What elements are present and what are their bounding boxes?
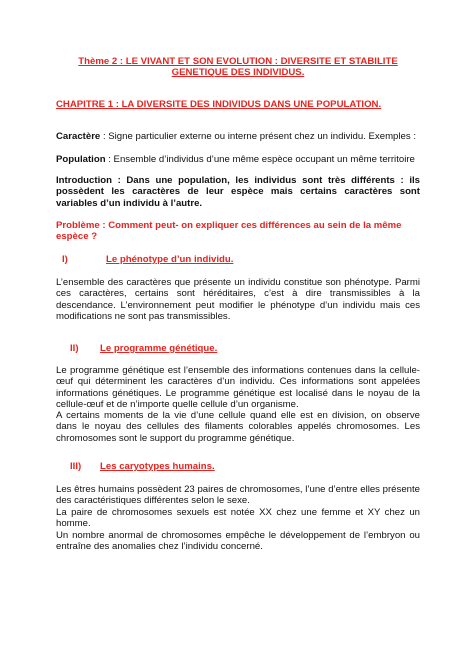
section-1-heading (62, 254, 382, 266)
section-3-number: III) (70, 461, 82, 472)
section-1-paragraph: L’ensemble des caractères que présente un individu constitue son phénotype. Parmi ces caractères, certains sont héréditaires, c’est à dire transmissibles à la descendance. L’environnement peut modifier le phénotype d’un individu mais ces modifications ne sont pas transmissibles. (56, 277, 420, 322)
section-2-paragraph-2: A certains moments de la vie d’une cellule quand elle est en division, on observe dans le noyau des cellules des filaments colorables appelés chromosomes. Les chromosomes sont le support du programme génétique. (56, 410, 420, 444)
section-3-paragraph-2: La paire de chromosomes sexuels est notée XX chez une femme et XY chez un homme. (56, 507, 420, 530)
population-definition: : Ensemble d’individus d’une même espèce occupant un même territoire (105, 154, 415, 165)
caractere-definition: : Signe particulier externe ou interne présent chez un individu. Exemples : (100, 131, 416, 142)
section-1-title: Le phénotype d’un individu. (106, 254, 234, 265)
section-1-number: I) (62, 254, 68, 265)
section-3-title: Les caryotypes humains. (100, 461, 215, 472)
caractere-term: Caractère (56, 131, 101, 142)
section-2-paragraph-1: Le programme génétique est l’ensemble des informations contenues dans la cellule-œuf qui déterminent les caractères d’un individu. Ces informations sont appelées informations génétiques. Le programme génétique est localisé dans le noyau de la cellule-œuf et de n’importe quelle cellule d’un organisme. (56, 365, 420, 410)
section-2-title: Le programme génétique. (100, 343, 218, 354)
theme-title-line-1: Thème 2 : LE VIVANT ET SON EVOLUTION : DIVERSITE ET STABILITE (78, 56, 398, 67)
section-2-heading (70, 343, 390, 355)
theme-title-line-2: GENETIQUE DES INDIVIDUS. (171, 67, 305, 79)
definition-population (56, 154, 420, 165)
chapter-heading: CHAPITRE 1 : LA DIVERSITE DES INDIVIDUS DANS UNE POPULATION. (56, 99, 382, 110)
section-2-number: II) (70, 343, 79, 354)
introduction-paragraph: Introduction : Dans une population, les individus sont très différents : ils possèdent les caractères de leur espèce mais certains caractères sont variables d’un individu à l’autre. (56, 175, 420, 209)
population-term: Population (56, 154, 106, 165)
probleme-paragraph: Problème : Comment peut- on expliquer ces différences au sein de la même espèce ? (56, 220, 402, 243)
definition-caractere (56, 131, 420, 142)
section-3-paragraph-3: Un nombre anormal de chromosomes empêche le développement de l’embryon ou entraîne des anomalies chez l’individu concerné. (56, 530, 420, 553)
section-3-paragraph-1: Les êtres humains possèdent 23 paires de chromosomes, l’une d’entre elles présente des caractéristiques différentes selon le sexe. (56, 484, 420, 507)
section-3-heading (70, 461, 390, 473)
theme-title (56, 56, 420, 79)
